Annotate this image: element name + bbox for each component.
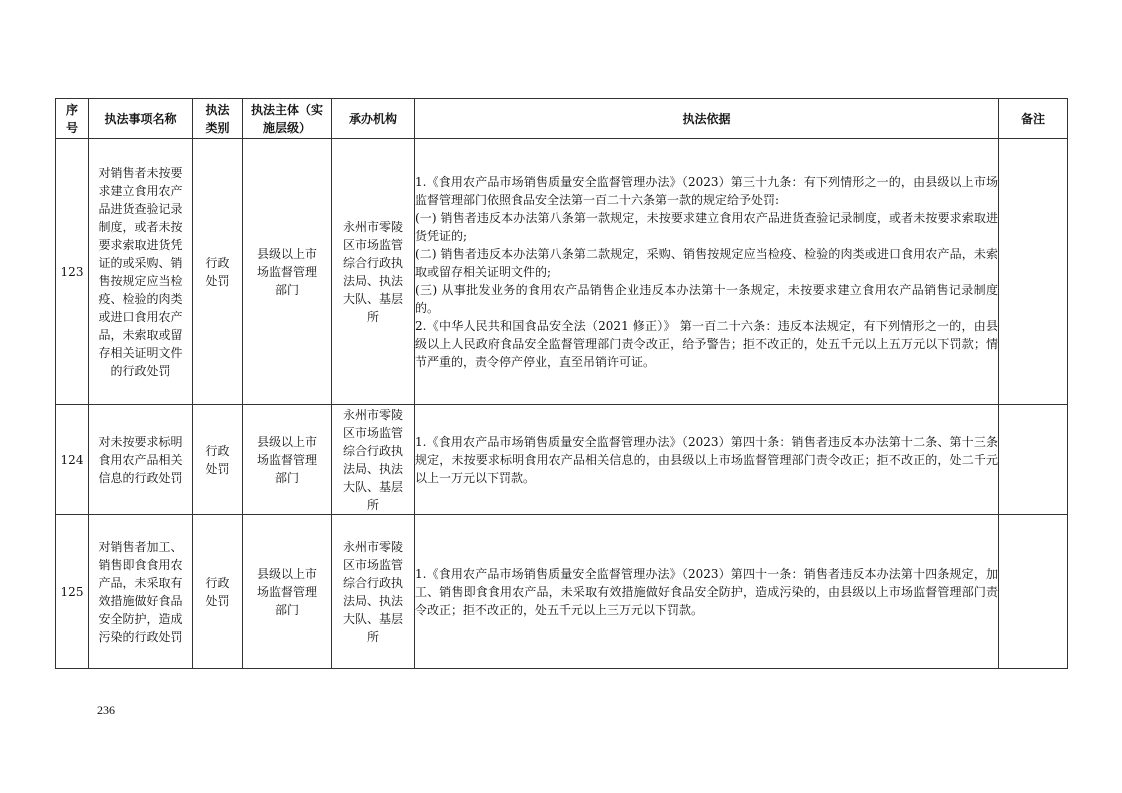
- table-row: [56, 405, 1068, 515]
- basis-paragraph: (二) 销售者违反本办法第八条第二款规定，采购、销售按规定应当检疫、检验的肉类或进口食用农产品，未索取或留存相关证明文件的;: [415, 246, 998, 279]
- enforcement-category: 行政处罚: [193, 405, 243, 515]
- table-row: [56, 139, 1068, 405]
- enforcement-subject: 县级以上市场监督管理部门: [243, 405, 332, 515]
- legal-basis: [415, 515, 999, 669]
- row-number: 123: [56, 139, 89, 405]
- header-org: 承办机构: [332, 99, 415, 139]
- basis-paragraph: (三) 从事批发业务的食用农产品销售企业违反本办法第十一条规定，未按要求建立食用农产品销售记录制度的。: [415, 282, 998, 315]
- page-number: 236: [97, 703, 115, 717]
- item-name: 对销售者未按要求建立食用农产品进货查验记录制度，或者未按要求索取进货凭证的或采购、销售按规定应当检疫、检验的肉类或进口食用农产品，未索取或留存相关证明文件的行政处罚: [89, 139, 193, 405]
- enforcement-table: [55, 98, 1068, 669]
- enforcement-subject: 县级以上市场监督管理部门: [243, 515, 332, 669]
- enforcement-category: 行政处罚: [193, 515, 243, 669]
- handling-org: 永州市零陵区市场监管综合行政执法局、执法大队、基层所: [332, 139, 415, 405]
- row-number: 125: [56, 515, 89, 669]
- row-number: 124: [56, 405, 89, 515]
- remark-cell: [999, 405, 1068, 515]
- header-basis: 执法依据: [415, 99, 999, 139]
- table-header-row: [56, 99, 1068, 139]
- remark-cell: [999, 515, 1068, 669]
- header-category: 执法类别: [193, 99, 243, 139]
- legal-basis: [415, 139, 999, 405]
- legal-basis: [415, 405, 999, 515]
- basis-paragraph: 1.《食用农产品市场销售质量安全监督管理办法》（2023）第三十九条：有下列情形之一的，由县级以上市场监督管理部门依照食品安全法第一百二十六条第一款的规定给予处罚:: [415, 174, 998, 207]
- header-remark: 备注: [999, 99, 1068, 139]
- remark-cell: [999, 139, 1068, 405]
- basis-paragraph: 2.《中华人民共和国食品安全法（2021 修正）》 第一百二十六条：违反本法规定，有下列情形之一的，由县级以上人民政府食品安全监督管理部门责令改正，给予警告；拒不改正的，处五千元以上五万元以下罚款；情节严重的，责令停产停业，直至吊销许可证。: [415, 318, 998, 369]
- header-name: 执法事项名称: [89, 99, 193, 139]
- item-name: 对未按要求标明食用农产品相关信息的行政处罚: [89, 405, 193, 515]
- basis-paragraph: (一) 销售者违反本办法第八条第一款规定，未按要求建立食用农产品进货查验记录制度，或者未按要求索取进货凭证的;: [415, 210, 998, 243]
- enforcement-category: 行政处罚: [193, 139, 243, 405]
- item-name: 对销售者加工、销售即食食用农产品，未采取有效措施做好食品安全防护，造成污染的行政处罚: [89, 515, 193, 669]
- header-subject: 执法主体（实施层级）: [243, 99, 332, 139]
- handling-org: 永州市零陵区市场监管综合行政执法局、执法大队、基层所: [332, 515, 415, 669]
- basis-paragraph: 1.《食用农产品市场销售质量安全监督管理办法》（2023）第四十条：销售者违反本办法第十二条、第十三条规定，未按要求标明食用农产品相关信息的，由县级以上市场监督管理部门责令改正；拒不改正的，处二千元以上一万元以下罚款。: [415, 434, 998, 485]
- header-num: 序号: [56, 99, 89, 139]
- handling-org: 永州市零陵区市场监管综合行政执法局、执法大队、基层所: [332, 405, 415, 515]
- basis-paragraph: 1.《食用农产品市场销售质量安全监督管理办法》（2023）第四十一条：销售者违反本办法第十四条规定，加工、销售即食食用农产品，未采取有效措施做好食品安全防护，造成污染的，由县级以上市场监督管理部门责令改正；拒不改正的，处五千元以上三万元以下罚款。: [415, 566, 998, 617]
- enforcement-subject: 县级以上市场监督管理部门: [243, 139, 332, 405]
- table-row: [56, 515, 1068, 669]
